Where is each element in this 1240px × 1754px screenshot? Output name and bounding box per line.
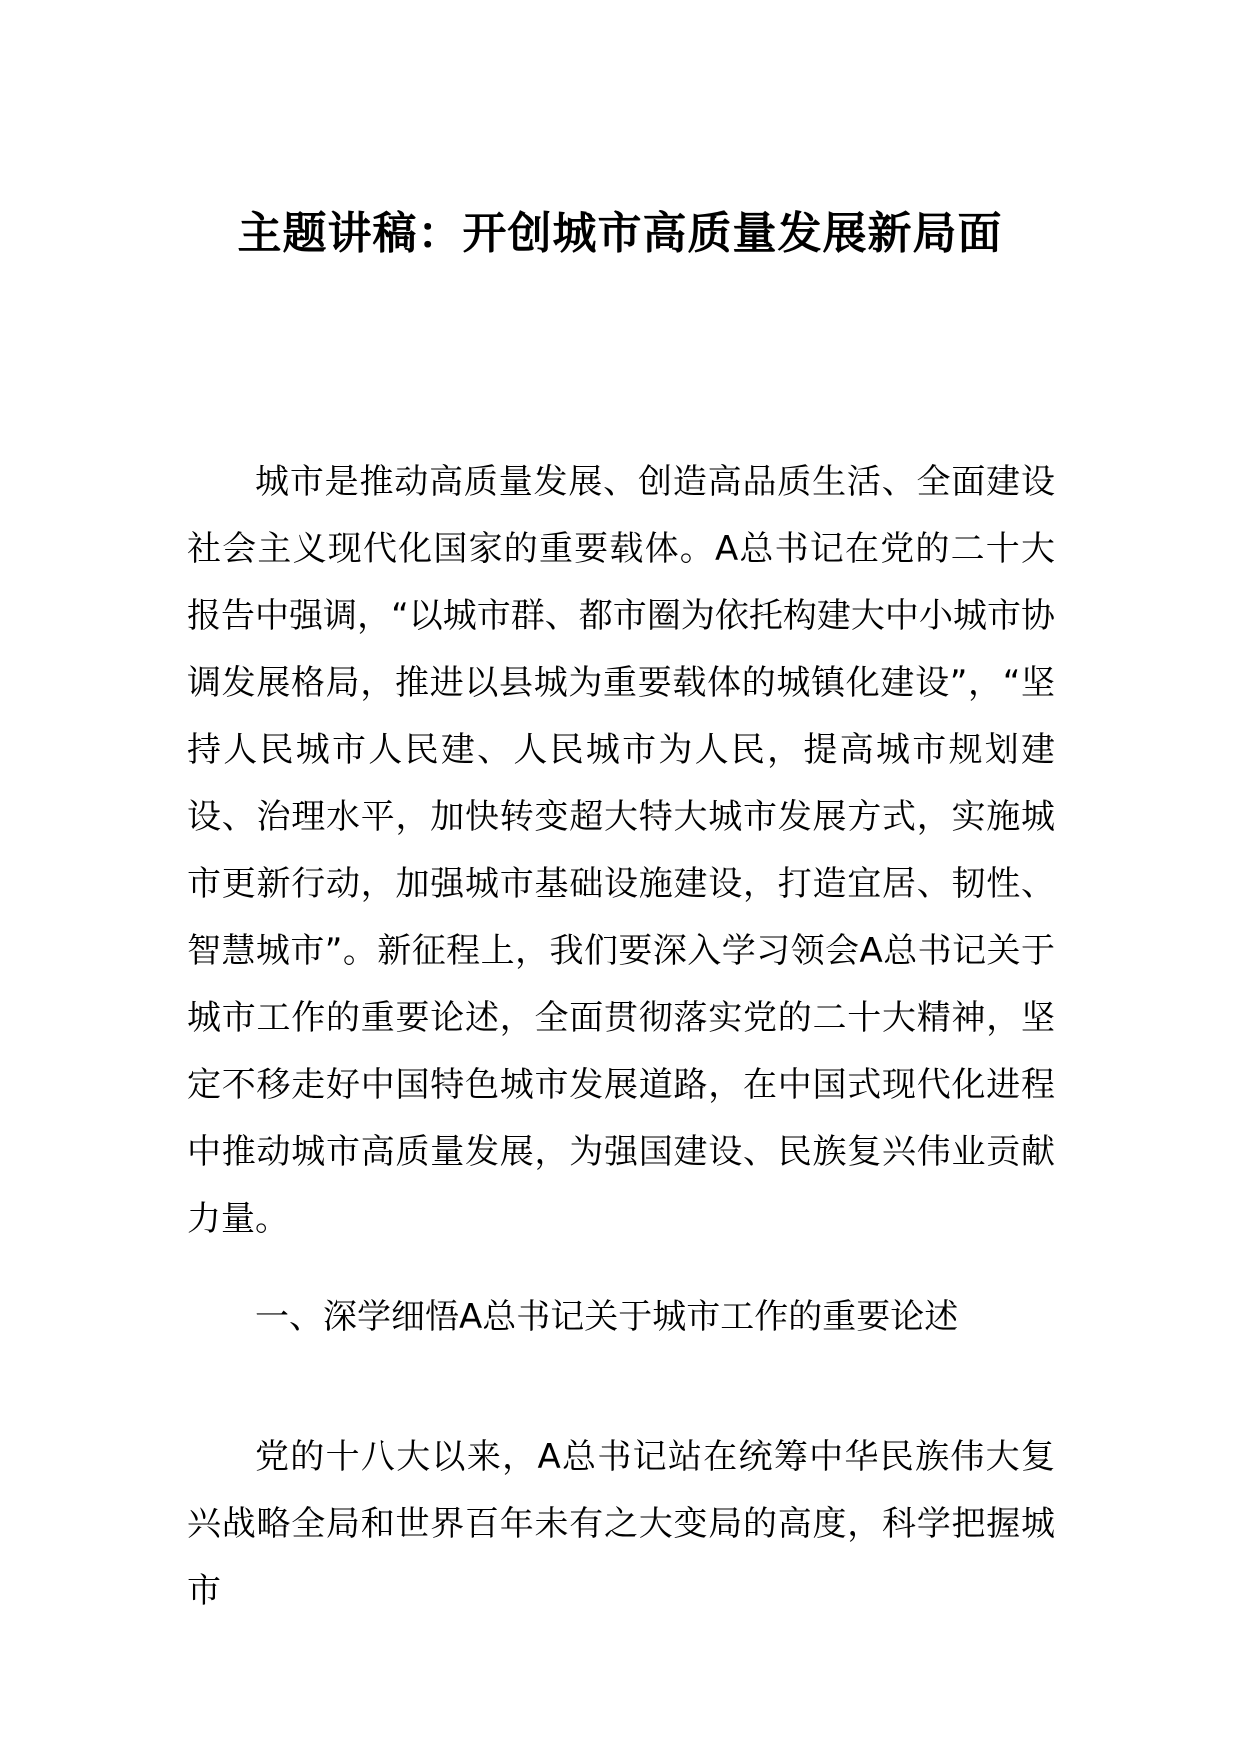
- section-heading: 一、深学细悟A总书记关于城市工作的重要论述: [255, 1297, 959, 1337]
- section-paragraph: 党的十八大以来，A总书记站在统筹中华民族伟大复兴战略全局和世界百年未有之大变局的高度，科学把握城市: [187, 1437, 1055, 1611]
- document-title: 主题讲稿：开创城市高质量发展新局面: [237, 208, 1003, 259]
- intro-paragraph: 城市是推动高质量发展、创造高品质生活、全面建设社会主义现代化国家的重要载体。A总书记在党的二十大报告中强调，“以城市群、都市圈为依托构建大中小城市协调发展格局，推进以县城为重要载体的城镇化建设”，“坚持人民城市人民建、人民城市为人民，提高城市规划建设、治理水平，加快转变超大特大城市发展方式，实施城市更新行动，加强城市基础设施建设，打造宜居、韧性、智慧城市”。新征程上，我们要深入学习领会A总书记关于城市工作的重要论述，全面贯彻落实党的二十大精神，坚定不移走好中国特色城市发展道路，在中国式现代化进程中推动城市高质量发展，为强国建设、民族复兴伟业贡献力量。: [187, 462, 1055, 1239]
